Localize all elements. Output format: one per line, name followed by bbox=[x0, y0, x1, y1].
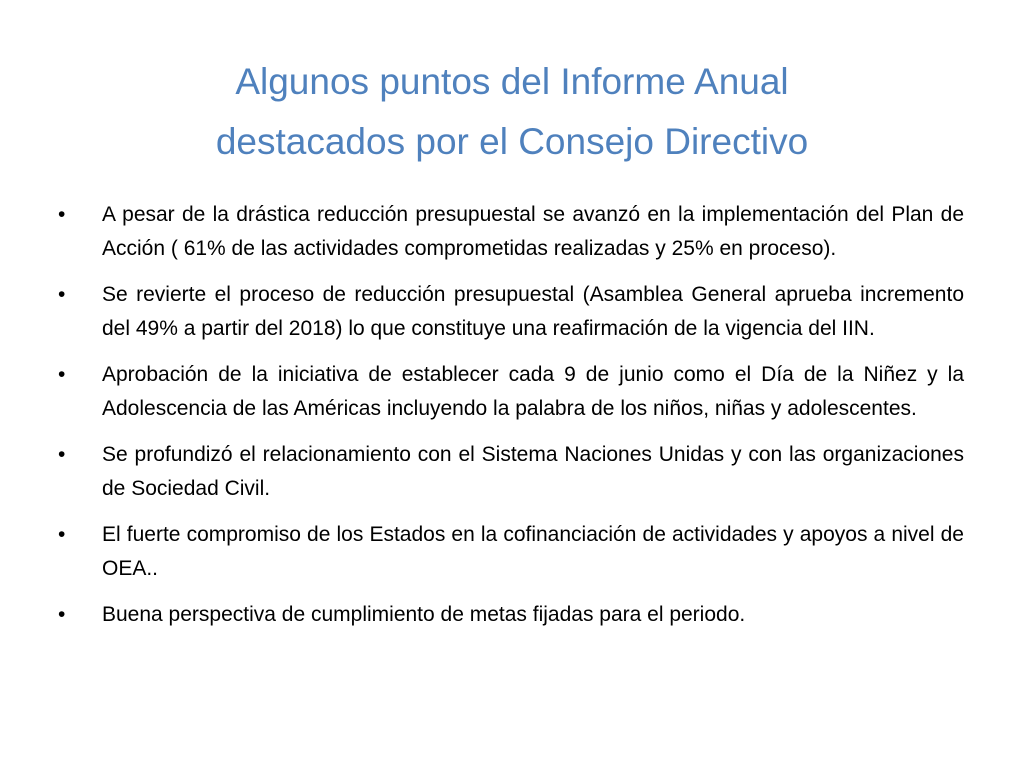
bullet-text: El fuerte compromiso de los Estados en la cofinanciación de actividades y apoyos a nivel de OEA.. bbox=[102, 523, 964, 580]
bullet-icon: • bbox=[58, 203, 66, 226]
bullet-list bbox=[58, 198, 964, 644]
bullet-icon: • bbox=[58, 443, 66, 466]
bullet-text: Se revierte el proceso de reducción presupuestal (Asamblea General aprueba incremento del 49% a partir del 2018) lo que constituye una reafirmación de la vigencia del IIN. bbox=[102, 283, 964, 340]
bullet-item bbox=[58, 438, 964, 506]
slide-title bbox=[60, 52, 964, 172]
bullet-icon: • bbox=[58, 603, 66, 626]
bullet-text: A pesar de la drástica reducción presupuestal se avanzó en la implementación del Plan de Acción ( 61% de las actividades comprometidas realizadas y 25% en proceso). bbox=[102, 203, 964, 260]
bullet-item bbox=[58, 278, 964, 346]
slide-title-line-1: Algunos puntos del Informe Anual bbox=[235, 61, 789, 102]
slide-title-line-2: destacados por el Consejo Directivo bbox=[215, 121, 809, 162]
bullet-text: Buena perspectiva de cumplimiento de metas fijadas para el periodo. bbox=[102, 603, 746, 626]
bullet-icon: • bbox=[58, 523, 66, 546]
bullet-icon: • bbox=[58, 363, 66, 386]
bullet-item bbox=[58, 518, 964, 586]
bullet-item bbox=[58, 598, 964, 632]
bullet-item bbox=[58, 358, 964, 426]
bullet-text: Aprobación de la iniciativa de establecer cada 9 de junio como el Día de la Niñez y la Adolescencia de las Américas incluyendo la palabra de los niños, niñas y adolescentes. bbox=[102, 363, 964, 420]
bullet-icon: • bbox=[58, 283, 66, 306]
bullet-item bbox=[58, 198, 964, 266]
bullet-text: Se profundizó el relacionamiento con el Sistema Naciones Unidas y con las organizaciones de Sociedad Civil. bbox=[102, 443, 964, 500]
